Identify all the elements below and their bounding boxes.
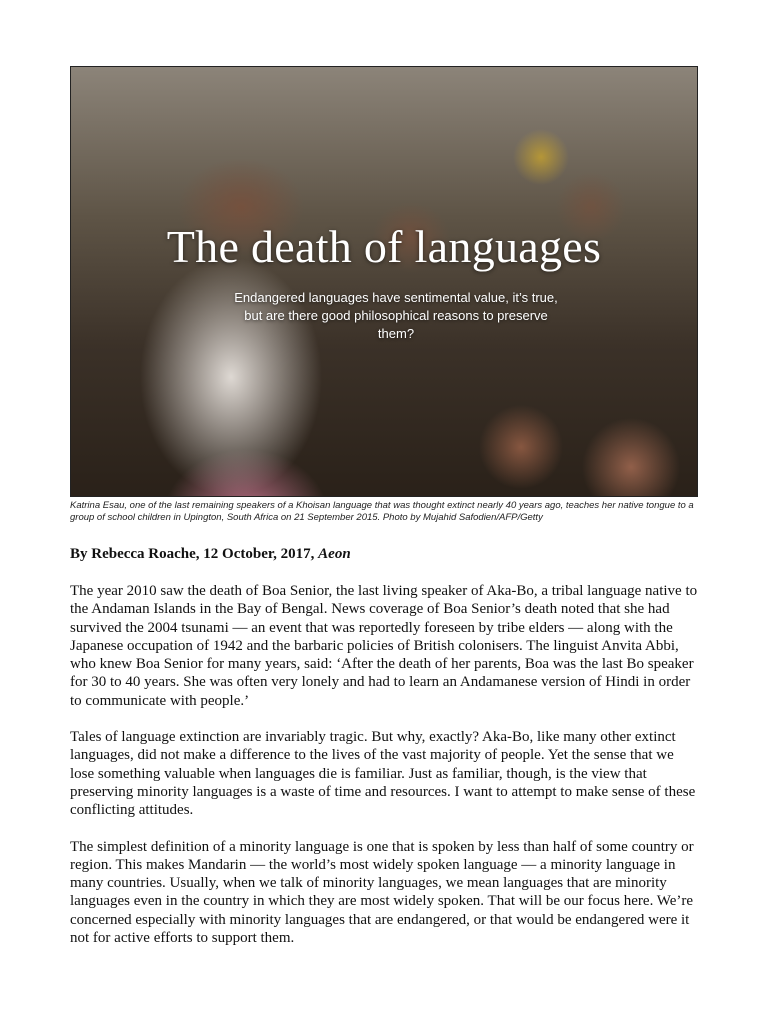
article-paragraph: The year 2010 saw the death of Boa Senior, the last living speaker of Aka-Bo, a tribal language native to the Andaman Islands in the Bay of Bengal. News coverage of Boa Senior’s death noted that she had survived the 2004 tsunami — an event that was reportedly foreseen by tribe elders — along with the Japanese occupation of 1942 and the barbaric policies of British colonisers. The linguist Anvita Abbi, who knew Boa Senior for many years, said: ‘After the death of her parents, Boa was the last Bo speaker for 30 to 40 years. She was often very lonely and had to learn an Andamanese version of Hindi in order to communicate with people.’	[70, 583, 698, 709]
article-paragraph: Tales of language extinction are invariably tragic. But why, exactly? Aka-Bo, like many other extinct languages, did not make a difference to the lives of the vast majority of people. Yet the sense that we lose something valuable when languages die is familiar. Just as familiar, though, is the view that preserving minority languages is a waste of time and resources. I want to attempt to make sense of these conflicting attitudes.	[70, 729, 696, 819]
photo-caption: Katrina Esau, one of the last remaining speakers of a Khoisan language that was thought extinct nearly 40 years ago, teaches her native tongue to a group of school children in Upington, South Africa on 21 September 2015. Photo by Mujahid Safodien/AFP/Getty	[70, 500, 694, 523]
byline-publication: Aeon	[318, 546, 351, 562]
article-body	[70, 582, 700, 965]
article-paragraph: The simplest definition of a minority language is one that is spoken by less than half of some country or region. This makes Mandarin — the world’s most widely spoken language — a minority language in many countries. Usually, when we talk of minority languages, we mean languages that are minority languages even in the country in which they are most widely spoken. That will be our focus here. We’re concerned especially with minority languages that are endangered, or that would be endangered were it not for active efforts to support them.	[70, 838, 694, 947]
hero-photo	[70, 66, 698, 497]
byline	[70, 545, 700, 564]
article-standfirst: Endangered languages have sentimental value, it’s true, but are there good philosophical reasons to preserve them?	[234, 290, 558, 341]
article-headline: The death of languages	[166, 221, 602, 272]
byline-author-date: By Rebecca Roache, 12 October, 2017,	[70, 546, 319, 562]
